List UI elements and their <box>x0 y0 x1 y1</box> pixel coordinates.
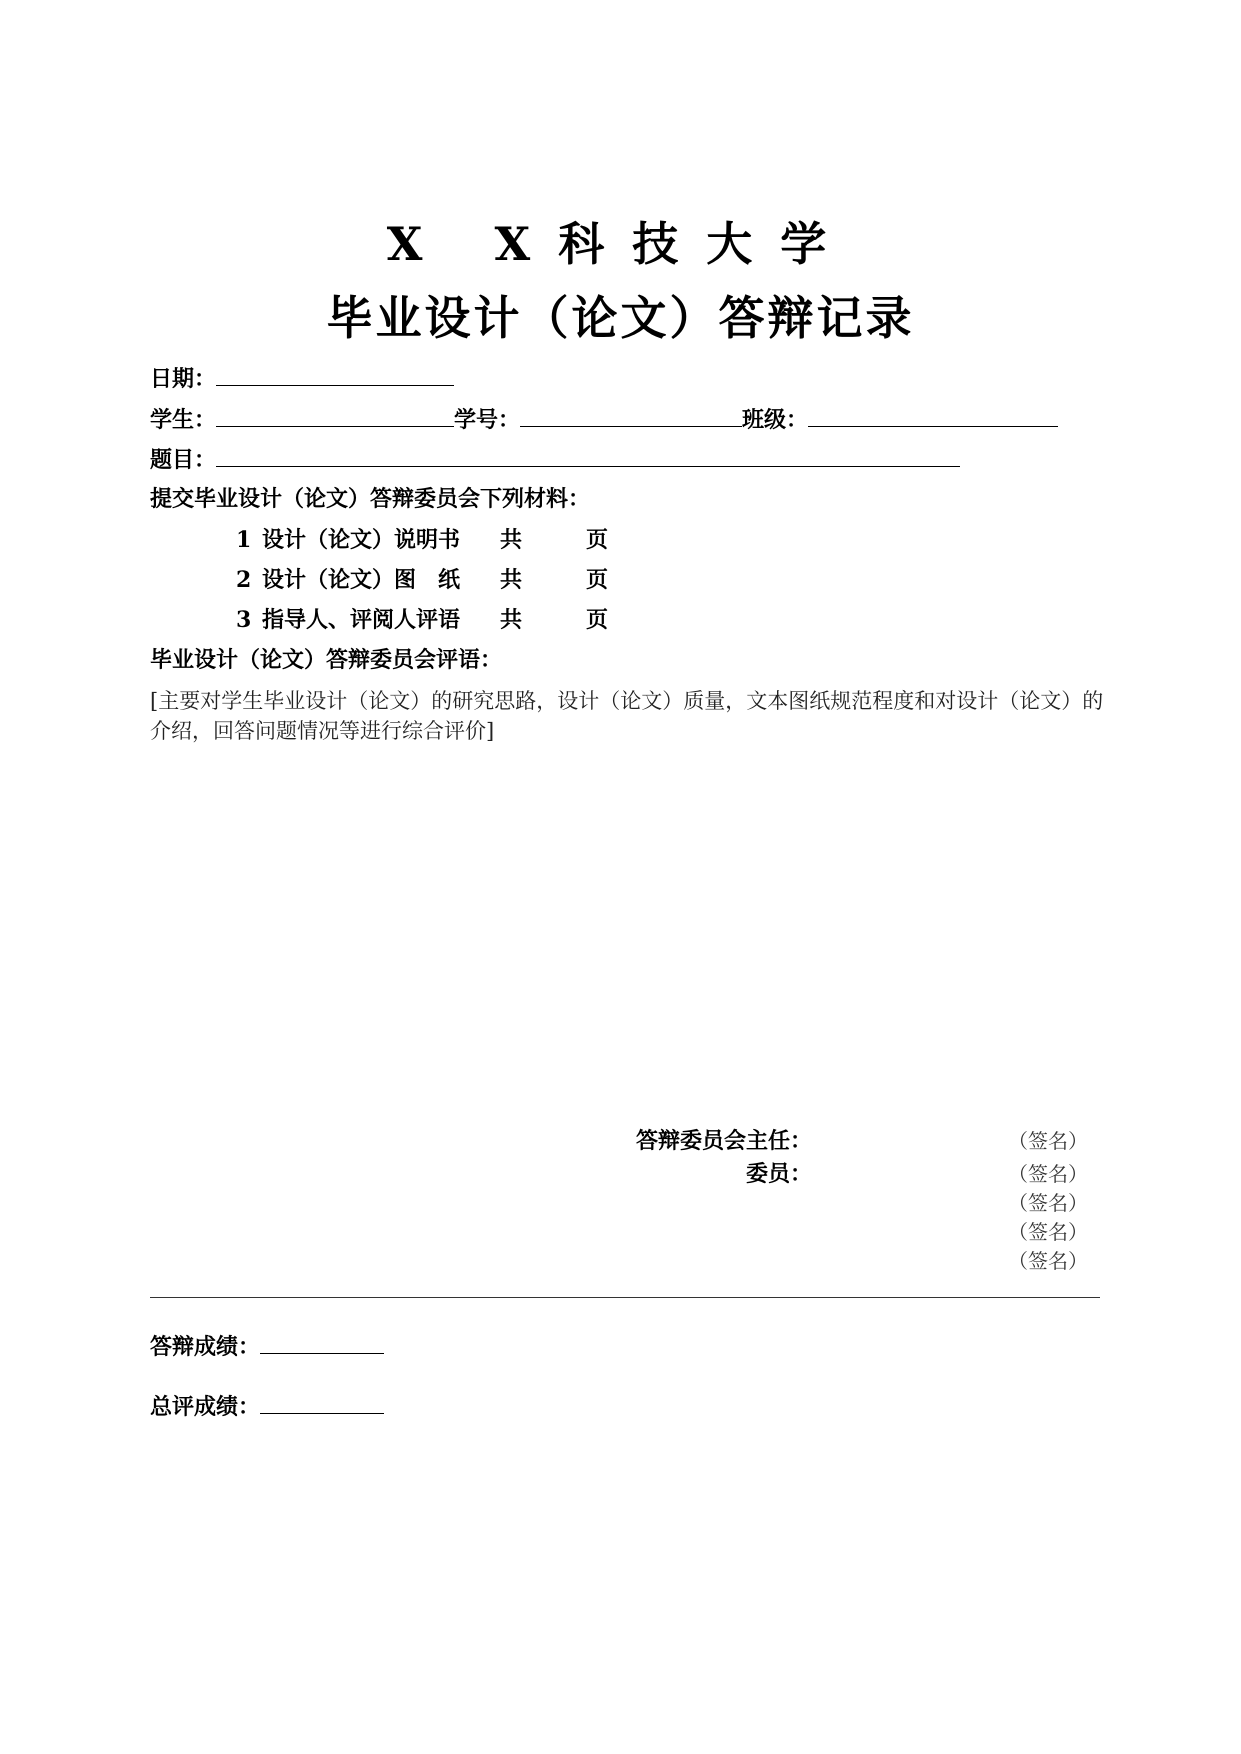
material-ye: 页 <box>586 527 609 553</box>
material-name: 设计（论文）说明书 <box>262 527 461 553</box>
date-blank[interactable] <box>216 363 454 386</box>
material-gong: 共 <box>500 607 523 633</box>
student-id-blank[interactable] <box>520 404 742 427</box>
material-ye: 页 <box>586 607 609 633</box>
university-name: X X科技大学 <box>386 217 855 271</box>
overall-grade-row <box>150 1391 384 1421</box>
comments-heading: 毕业设计（论文）答辩委员会评语： <box>150 647 503 673</box>
date-label: 日期： <box>150 366 217 392</box>
overall-grade-blank[interactable] <box>260 1391 384 1414</box>
overall-grade-label: 总评成绩： <box>150 1394 261 1420</box>
material-ye: 页 <box>586 567 609 593</box>
student-id-label: 学号： <box>454 407 521 433</box>
student-blank[interactable] <box>216 404 454 427</box>
defense-grade-blank[interactable] <box>260 1331 384 1354</box>
material-name: 指导人、评阅人评语 <box>262 607 461 633</box>
record-title: 毕业设计（论文）答辩记录 <box>326 291 915 345</box>
material-name: 设计（论文）图 纸 <box>262 567 461 593</box>
material-gong: 共 <box>500 527 523 553</box>
comments-instruction: [主要对学生毕业设计（论文）的研究思路，设计（论文）质量，文本图纸规范程度和对设计（论文）的介绍，回答问题情况等进行综合评价] <box>150 689 1104 743</box>
date-row <box>150 363 454 393</box>
signature-mark: （签名） <box>1008 1249 1088 1273</box>
signature-mark: （签名） <box>1008 1191 1088 1215</box>
signature-mark: （签名） <box>1008 1162 1088 1186</box>
material-number: 3 <box>236 607 252 633</box>
committee-member-label: 委员： <box>745 1161 812 1187</box>
class-blank[interactable] <box>808 404 1058 427</box>
topic-row <box>150 444 960 474</box>
defense-grade-label: 答辩成绩： <box>150 1334 261 1360</box>
defense-grade-row <box>150 1331 384 1361</box>
materials-heading: 提交毕业设计（论文）答辩委员会下列材料： <box>150 486 591 512</box>
topic-label: 题目： <box>150 447 217 473</box>
class-label: 班级： <box>742 407 809 433</box>
student-row <box>150 404 1058 434</box>
student-label: 学生： <box>150 407 217 433</box>
material-item <box>236 566 608 594</box>
material-number: 2 <box>236 567 252 593</box>
material-item <box>236 526 608 554</box>
topic-blank[interactable] <box>216 444 960 467</box>
signature-mark: （签名） <box>1008 1129 1088 1153</box>
signature-mark: （签名） <box>1008 1220 1088 1244</box>
material-number: 1 <box>236 527 252 553</box>
material-item <box>236 606 608 634</box>
material-gong: 共 <box>500 567 523 593</box>
committee-chair-label: 答辩委员会主任： <box>635 1128 812 1154</box>
section-divider <box>150 1297 1100 1298</box>
